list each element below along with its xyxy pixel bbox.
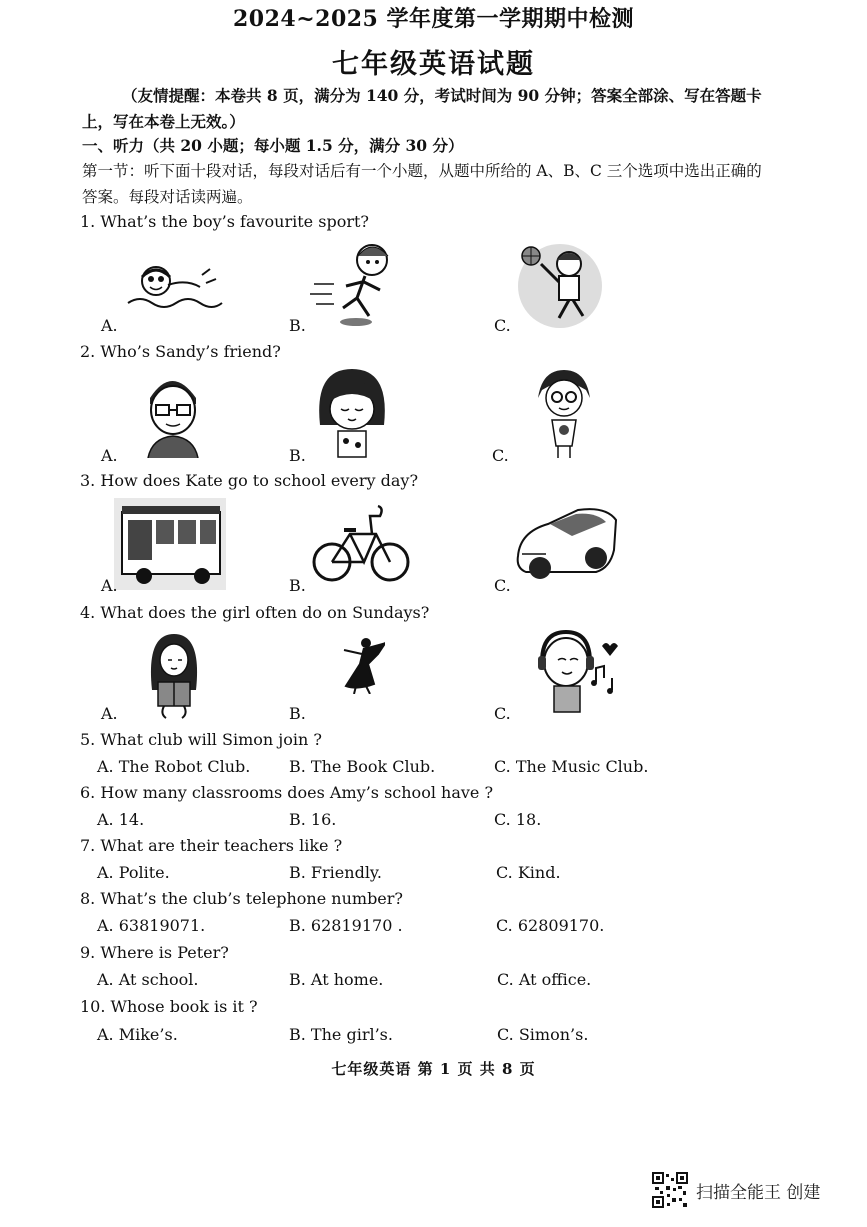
scanner-watermark xyxy=(652,1172,820,1208)
question-text: What does the girl often do on Sundays? xyxy=(100,603,430,622)
question-9 xyxy=(80,943,229,962)
option-c: C. At office. xyxy=(497,970,592,989)
bicycle-icon xyxy=(312,502,410,586)
option-c: C. Simon’s. xyxy=(497,1025,589,1044)
question-number: 8. xyxy=(80,889,96,908)
option-a: A. Polite. xyxy=(97,863,170,882)
option-label: A. xyxy=(101,704,118,723)
watermark-text: 扫描全能王 创建 xyxy=(696,1182,821,1203)
question-text: Who’s Sandy’s friend? xyxy=(100,342,281,361)
boy-with-glasses-icon xyxy=(138,372,208,458)
question-number: 3. xyxy=(80,471,96,490)
option-label: C. xyxy=(492,446,509,465)
exam-notice: （友情提醒：本卷共 8 页，满分为 140 分，考试时间为 90 分钟；答案全部涂、写在答题卡上，写在本卷上无效。） xyxy=(82,86,762,131)
girl-dancing-icon xyxy=(340,636,385,694)
option-label: C. xyxy=(494,576,511,595)
question-text: What are their teachers like ? xyxy=(100,836,343,855)
question-text: What’s the club’s telephone number? xyxy=(100,889,403,908)
bus-icon xyxy=(114,498,226,590)
basketball-boy-icon xyxy=(515,238,605,328)
question-2 xyxy=(80,342,281,361)
question-3 xyxy=(80,471,418,490)
question-8 xyxy=(80,889,403,908)
option-label: C. xyxy=(494,704,511,723)
qr-code-icon xyxy=(652,1172,688,1208)
option-b: B. The girl’s. xyxy=(289,1025,393,1044)
girl-with-glasses-icon xyxy=(528,368,598,460)
running-boy-icon xyxy=(310,242,405,330)
page-footer: 七年级英语 第 1 页 共 8 页 xyxy=(331,1060,536,1078)
girl-with-bangs-icon xyxy=(312,365,392,460)
question-number: 9. xyxy=(80,943,96,962)
question-text: What’s the boy’s favourite sport? xyxy=(100,212,369,231)
question-4 xyxy=(80,603,429,622)
question-text: How many classrooms does Amy’s school have ? xyxy=(100,783,494,802)
option-label: C. xyxy=(494,316,511,335)
option-a: A. The Robot Club. xyxy=(97,757,251,776)
option-b: B. The Book Club. xyxy=(289,757,436,776)
option-label: B. xyxy=(289,576,306,595)
question-text: Where is Peter? xyxy=(100,943,229,962)
option-c: C. The Music Club. xyxy=(494,757,649,776)
option-label: A. xyxy=(101,576,118,595)
option-a: A. Mike’s. xyxy=(97,1025,178,1044)
swimming-boy-icon xyxy=(120,255,225,320)
question-number: 7. xyxy=(80,836,96,855)
section-title-listening: 一、听力（共 20 小题；每小题 1.5 分，满分 30 分） xyxy=(82,136,464,155)
question-7 xyxy=(80,836,342,855)
girl-reading-icon xyxy=(138,630,208,720)
question-number: 1. xyxy=(80,212,96,231)
question-number: 4. xyxy=(80,603,96,622)
option-c: C. 18. xyxy=(494,810,542,829)
option-a: A. At school. xyxy=(97,970,199,989)
option-a: A. 63819071. xyxy=(97,916,206,935)
question-1 xyxy=(80,212,369,231)
question-text: How does Kate go to school every day? xyxy=(100,471,419,490)
exam-header-title: 2024~2025 学年度第一学期期中检测 xyxy=(232,6,635,32)
car-icon xyxy=(512,502,622,587)
girl-listening-music-icon xyxy=(532,628,627,718)
option-label: B. xyxy=(289,704,306,723)
option-b: B. Friendly. xyxy=(289,863,382,882)
option-label: A. xyxy=(101,316,118,335)
option-c: C. 62809170. xyxy=(496,916,605,935)
question-5 xyxy=(80,730,322,749)
option-c: C. Kind. xyxy=(496,863,561,882)
question-text: What club will Simon join ? xyxy=(100,730,322,749)
option-b: B. 62819170 . xyxy=(289,916,403,935)
exam-subject-title: 七年级英语试题 xyxy=(332,49,535,80)
question-number: 10. xyxy=(80,997,106,1016)
option-a: A. 14. xyxy=(97,810,145,829)
question-number: 5. xyxy=(80,730,96,749)
question-6 xyxy=(80,783,493,802)
question-10 xyxy=(80,997,258,1016)
option-label: B. xyxy=(289,316,306,335)
question-number: 2. xyxy=(80,342,96,361)
option-b: B. 16. xyxy=(289,810,337,829)
option-b: B. At home. xyxy=(289,970,384,989)
question-text: Whose book is it ? xyxy=(110,997,258,1016)
option-label: A. xyxy=(101,446,118,465)
option-label: B. xyxy=(289,446,306,465)
part1-instructions: 第一节：听下面十段对话，每段对话后有一个小题，从题中所给的 A、B、C 三个选项中选出正确的答案。每段对话读两遍。 xyxy=(82,162,762,206)
question-number: 6. xyxy=(80,783,96,802)
